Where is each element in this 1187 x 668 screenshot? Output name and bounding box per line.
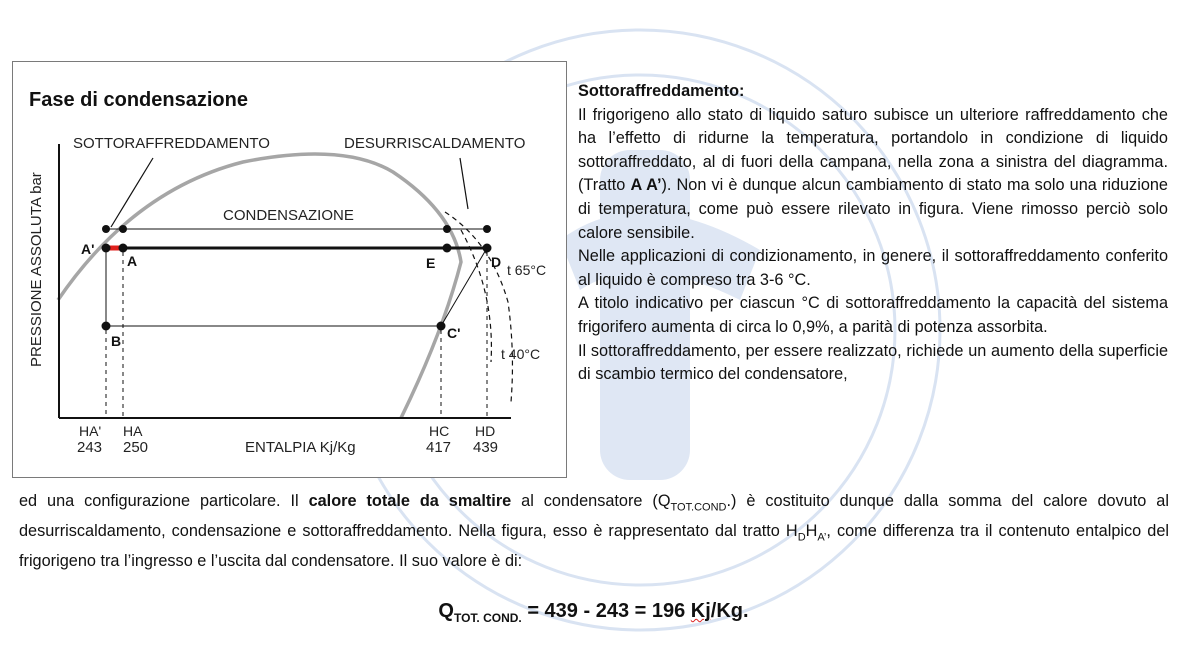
right-column-text [578,80,1168,387]
line-c-prime-d [441,248,487,326]
ph-diagram [12,61,567,478]
tick-name-ha-prime: HA' [79,423,102,439]
formula [0,600,1187,625]
tick-value-hd: 439 [473,439,499,456]
p5-bold: calore totale da smaltire [308,492,512,510]
point-e [443,244,452,253]
label-desurriscaldamento: DESURRISCALDAMENTO [344,135,526,152]
paragraph-4: Il sottoraffreddamento, per essere realizzato, richiede un aumento della superficie di scambio termico del condensatore, [578,341,1168,384]
label-d: D [491,254,502,270]
label-condensazione: CONDENSAZIONE [223,207,354,224]
point-top-1 [102,225,110,233]
ph-diagram-svg [13,62,566,477]
label-a: A [127,253,138,269]
point-c-prime [437,322,446,331]
label-a-prime: A' [81,241,95,257]
point-a [119,244,128,253]
point-top-2 [119,225,127,233]
p5-sub-2: D [797,531,806,544]
tick-name-ha: HA [123,423,143,439]
diagram-title: Fase di condensazione [29,89,248,111]
p5-sub-3: A’ [817,531,827,544]
paragraph-1 [578,104,1168,246]
p5-part-1: ed una configurazione particolare. Il [19,492,309,510]
section-heading: Sottoraffreddamento: [578,82,745,100]
formula-unit-b: /Kg. [710,600,749,622]
paragraph-5 [19,490,1169,573]
tick-value-ha: 250 [123,439,149,456]
paragraph-1-b: ). Non vi è dunque alcun cambiamento di stato ma solo una riduzione di temperatura, come può essere rilevato in figura. Viene rimosso perciò solo calore sensibile. [578,176,1168,242]
paragraph-1-a: Il frigorigeno allo stato di liquido saturo subisce un ulteriore raffreddamento che ha l’effetto di ridurne la temperatura, portandolo in condizione di liquido sottoraffreddato, al di fuori della campana, nella zona a sinistra del diagramma. (Tratto [578,105,1168,195]
y-axis-label: PRESSIONE ASSOLUTA bar [28,172,45,367]
paragraph-3: A titolo indicativo per ciascun °C di sottoraffreddamento la capacità del sistema frigorifero aumenta di circa lo 0,9%, a parità di potenza assorbita. [578,294,1168,336]
label-t40: t 40°C [501,346,541,362]
tick-name-hd: HD [475,423,496,439]
p5-sub-1: TOT.COND [670,501,727,514]
p5-part-3: .) è costituito dunque dalla somma del calore dovuto al desurriscaldamento, condensazione e sottoraffreddamento. Nella figura, esso è rappresentato dal tratto H [19,492,1169,540]
formula-unit-a: Kj [690,600,711,622]
p5-part-4: H [805,521,818,540]
formula-expression: = 439 - 243 = 196 [521,600,691,622]
label-b: B [111,333,122,349]
point-top-4 [483,225,491,233]
label-sottoraffreddamento: SOTTORAFFREDDAMENTO [73,135,270,152]
formula-sub: TOT. COND. [453,611,522,625]
saturation-curve [58,154,461,418]
paragraph-1-bold: A A’ [630,176,662,195]
point-top-3 [443,225,451,233]
tick-value-hc: 417 [426,439,452,456]
p5-part-2: al condensatore (Q [511,492,671,510]
point-b [102,322,111,331]
bottom-text [19,490,1169,573]
p5-part-5: , come differenza tra il contenuto entalpico del frigorigeno tra l’ingresso e l’uscita dal condensatore. Il suo valore è di: [19,521,1170,570]
formula-q: Q [438,600,454,622]
label-t65: t 65°C [507,262,547,278]
paragraph-2: Nelle applicazioni di condizionamento, in genere, il sottoraffreddamento conferito al liquido è compreso tra 3-6 °C. [578,247,1168,289]
label-c-prime: C' [447,325,461,341]
x-axis-label: ENTALPIA Kj/Kg [245,439,356,456]
label-e: E [426,255,436,271]
tick-name-hc: HC [429,423,450,439]
tick-value-ha-prime: 243 [77,439,103,456]
pointer-desurriscaldamento [460,158,468,209]
